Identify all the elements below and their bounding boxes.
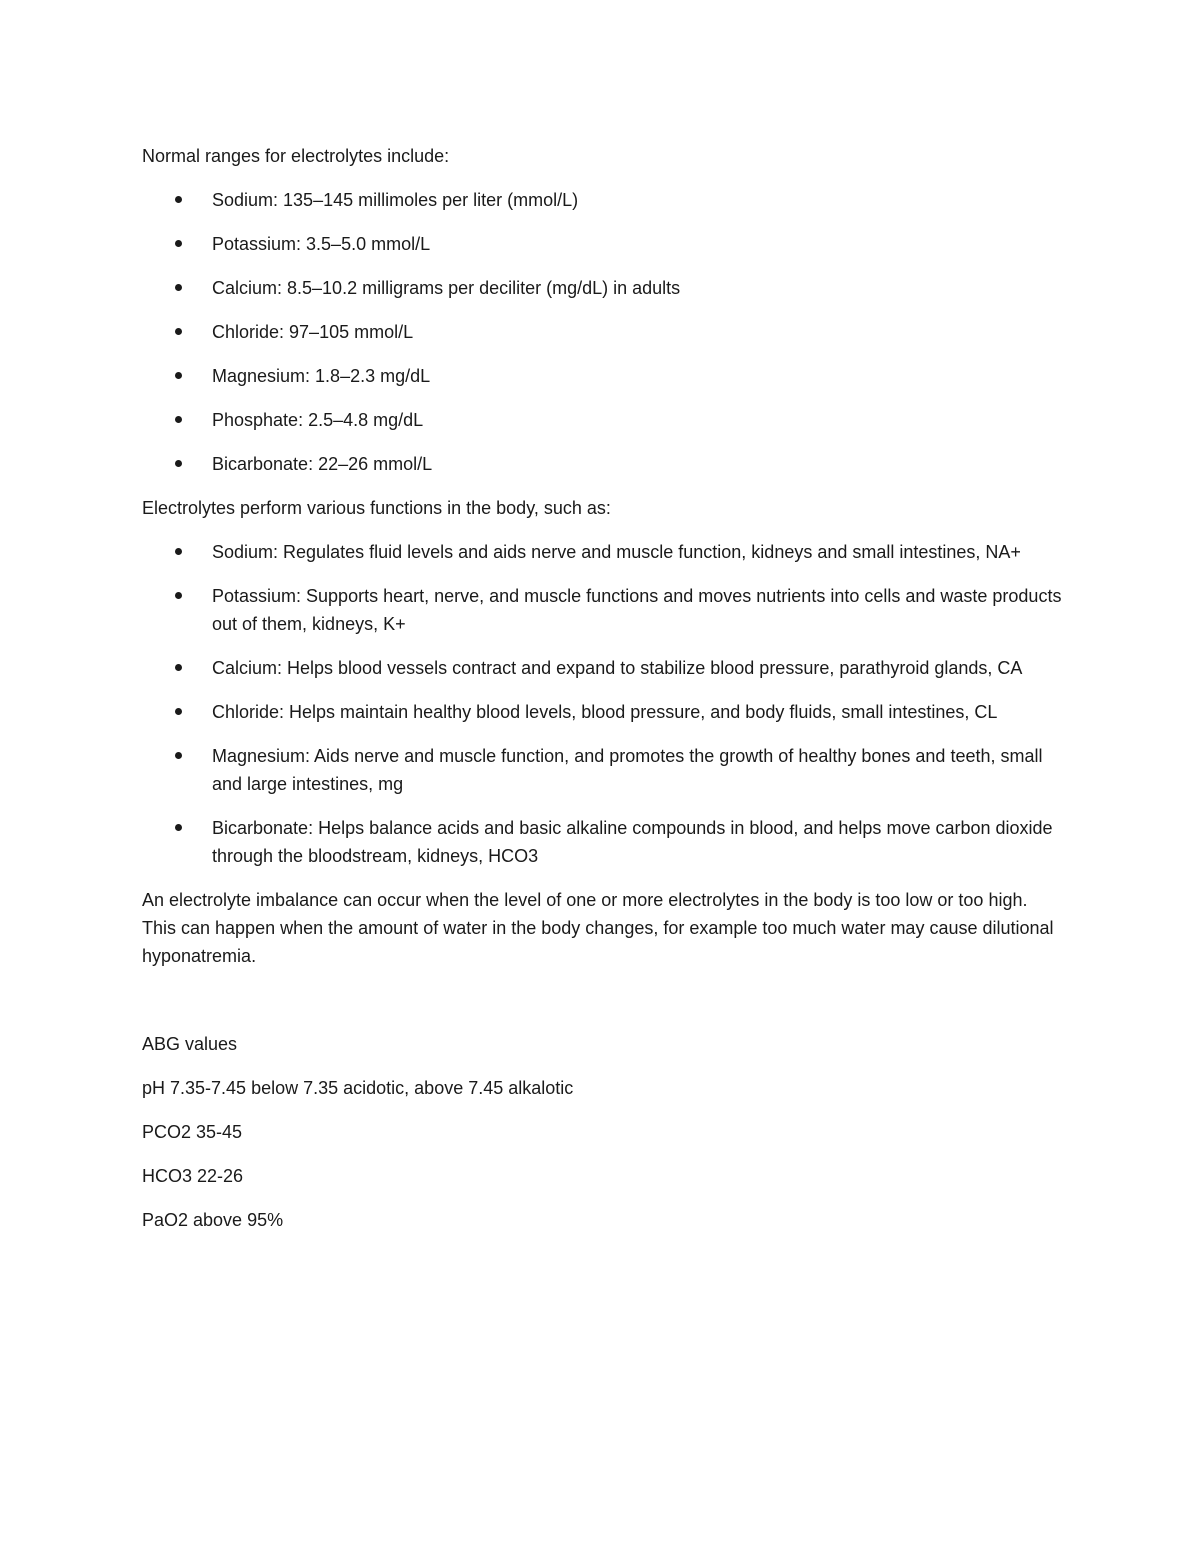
list-item: [142, 274, 1062, 302]
bullet-icon: [172, 742, 184, 770]
abg-pao2: PaO2 above 95%: [142, 1210, 284, 1230]
bullet-icon: [172, 230, 184, 258]
list-item: [142, 582, 1062, 638]
list-item: [142, 538, 1062, 566]
range-bicarbonate: Bicarbonate: 22–26 mmol/L: [212, 454, 433, 474]
bullet-icon: [172, 814, 184, 842]
range-magnesium: Magnesium: 1.8–2.3 mg/dL: [212, 366, 431, 386]
function-magnesium: Magnesium: Aids nerve and muscle function, and promotes the growth of healthy bones and teeth, small and large intestines, mg: [212, 746, 1043, 794]
abg-hco3: HCO3 22-26: [142, 1166, 244, 1186]
bullet-icon: [172, 654, 184, 682]
list-item: [142, 318, 1062, 346]
list-item: [142, 186, 1062, 214]
range-calcium: Calcium: 8.5–10.2 milligrams per deciliter (mg/dL) in adults: [212, 278, 681, 298]
ranges-intro: Normal ranges for electrolytes include:: [142, 146, 450, 166]
list-item: [142, 406, 1062, 434]
document-body: [142, 142, 1062, 1250]
range-sodium: Sodium: 135–145 millimoles per liter (mmol/L): [212, 190, 579, 210]
list-item: [142, 450, 1062, 478]
abg-heading: ABG values: [142, 1034, 238, 1054]
bullet-icon: [172, 362, 184, 390]
bullet-icon: [172, 186, 184, 214]
list-item: [142, 654, 1062, 682]
ranges-list: [142, 186, 1062, 478]
range-potassium: Potassium: 3.5–5.0 mmol/L: [212, 234, 431, 254]
list-item: [142, 742, 1062, 798]
bullet-icon: [172, 274, 184, 302]
function-calcium: Calcium: Helps blood vessels contract and expand to stabilize blood pressure, parathyroid glands, CA: [212, 658, 1023, 678]
bullet-icon: [172, 582, 184, 610]
bullet-icon: [172, 698, 184, 726]
list-item: [142, 814, 1062, 870]
abg-ph: pH 7.35-7.45 below 7.35 acidotic, above 7.45 alkalotic: [142, 1078, 574, 1098]
list-item: [142, 698, 1062, 726]
function-chloride: Chloride: Helps maintain healthy blood levels, blood pressure, and body fluids, small intestines, CL: [212, 702, 998, 722]
function-sodium: Sodium: Regulates fluid levels and aids nerve and muscle function, kidneys and small intestines, NA+: [212, 542, 1021, 562]
function-potassium: Potassium: Supports heart, nerve, and muscle functions and moves nutrients into cells and waste products out of them, kidneys, K+: [212, 586, 1062, 634]
abg-pco2: PCO2 35-45: [142, 1122, 243, 1142]
range-chloride: Chloride: 97–105 mmol/L: [212, 322, 414, 342]
list-item: [142, 362, 1062, 390]
functions-intro: Electrolytes perform various functions in the body, such as:: [142, 498, 611, 518]
bullet-icon: [172, 318, 184, 346]
bullet-icon: [172, 538, 184, 566]
functions-list: [142, 538, 1062, 870]
imbalance-paragraph: An electrolyte imbalance can occur when the level of one or more electrolytes in the body is too low or too high. This can happen when the amount of water in the body changes, for example too much water may cause dilutional hyponatremia.: [142, 890, 1054, 966]
function-bicarbonate: Bicarbonate: Helps balance acids and basic alkaline compounds in blood, and helps move carbon dioxide through the bloodstream, kidneys, HCO3: [212, 818, 1053, 866]
bullet-icon: [172, 450, 184, 478]
blank-line: [142, 986, 1062, 1030]
range-phosphate: Phosphate: 2.5–4.8 mg/dL: [212, 410, 424, 430]
list-item: [142, 230, 1062, 258]
bullet-icon: [172, 406, 184, 434]
